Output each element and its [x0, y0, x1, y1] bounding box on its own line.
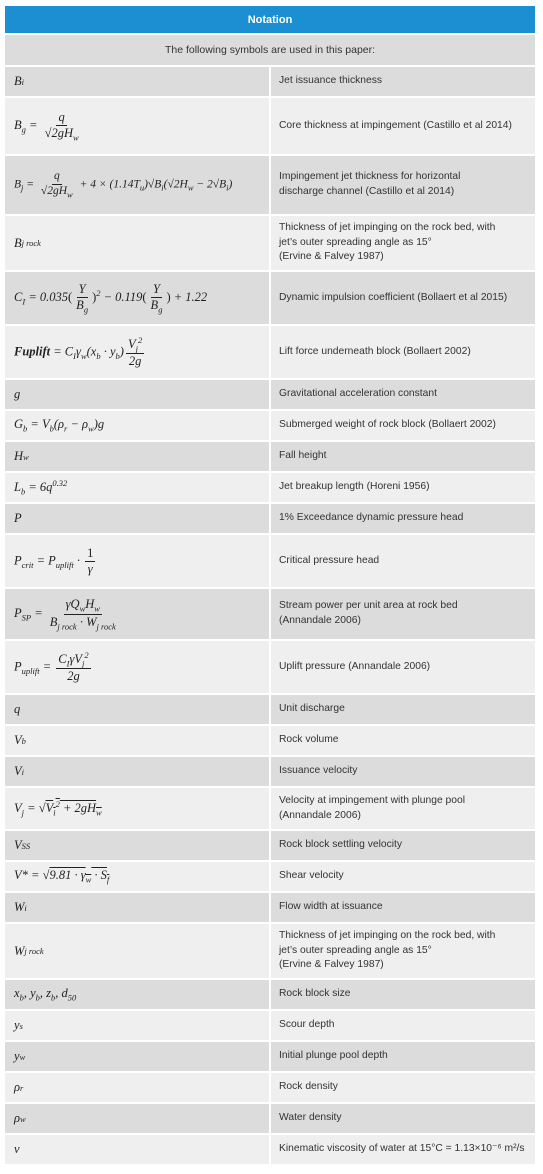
description-cell: Kinematic viscosity of water at 15°C = 1.13×10⁻⁶ m²/s: [271, 1135, 535, 1164]
table-row: [5, 589, 535, 639]
description-cell: 1% Exceedance dynamic pressure head: [271, 504, 535, 533]
symbol-cell: g: [5, 380, 269, 409]
table-row: [5, 726, 535, 755]
symbol-cell: Fuplift = $C_I\gamma_w(x_b \cdot y_b)$ $\frac{V_j^2}{2g}$: [5, 326, 269, 378]
description-cell: Shear velocity: [271, 862, 535, 891]
table-row: [5, 1011, 535, 1040]
table-row: [5, 757, 535, 786]
symbol-cell: V SS: [5, 831, 269, 860]
description-cell: Velocity at impingement with plunge pool (Annandale 2006): [271, 788, 535, 829]
symbol-cell: $V* = √9.81 \cdot \gamma_w \cdot S_f$: [5, 862, 269, 891]
description-cell: Jet issuance thickness: [271, 67, 535, 96]
table-row: [5, 442, 535, 471]
description-cell: Rock density: [271, 1073, 535, 1102]
table-row: [5, 1042, 535, 1071]
symbol-cell: $P_{crit} = P_{uplift}$ · $\frac{1}{\gamma}$: [5, 535, 269, 587]
description-cell: Dynamic impulsion coefficient (Bollaert et al 2015): [271, 272, 535, 324]
table-row: [5, 1073, 535, 1102]
table-row: [5, 831, 535, 860]
symbol-cell: q: [5, 695, 269, 724]
table-row: [5, 893, 535, 922]
table-row: [5, 504, 535, 533]
symbol-cell: V i: [5, 757, 269, 786]
description-cell: Uplift pressure (Annandale 2006): [271, 641, 535, 693]
description-cell: Water density: [271, 1104, 535, 1133]
symbol-cell: y w: [5, 1042, 269, 1071]
symbol-cell: B i: [5, 67, 269, 96]
description-cell: Scour depth: [271, 1011, 535, 1040]
table-row: [5, 98, 535, 154]
table-row: [5, 980, 535, 1009]
symbol-cell: V b: [5, 726, 269, 755]
table-row: [5, 1135, 535, 1164]
table-row: [5, 216, 535, 270]
symbol-cell: H w: [5, 442, 269, 471]
symbol-cell: ρ w: [5, 1104, 269, 1133]
table-row: [5, 924, 535, 978]
table-row: [5, 641, 535, 693]
description-cell: Critical pressure head: [271, 535, 535, 587]
description-cell: Flow width at issuance: [271, 893, 535, 922]
symbol-cell: B j rock: [5, 216, 269, 270]
description-cell: Unit discharge: [271, 695, 535, 724]
description-cell: Issuance velocity: [271, 757, 535, 786]
table-row: [5, 695, 535, 724]
table-title: Notation: [5, 6, 535, 33]
symbol-cell: $C_I = 0.035$( $\frac{Y}{B_g}$ )$^2$ − 0.119( $\frac{Y}{B_g}$ ) + 1.22: [5, 272, 269, 324]
table-row: [5, 1104, 535, 1133]
description-cell: Core thickness at impingement (Castillo et al 2014): [271, 98, 535, 154]
symbol-cell: ν: [5, 1135, 269, 1164]
description-cell: Thickness of jet impinging on the rock bed, with jet’s outer spreading angle as 15° (Ervine & Falvey 1987): [271, 924, 535, 978]
symbol-cell: P: [5, 504, 269, 533]
description-cell: Fall height: [271, 442, 535, 471]
description-cell: Lift force underneath block (Bollaert 2002): [271, 326, 535, 378]
description-cell: Impingement jet thickness for horizontal discharge channel (Castillo et al 2014): [271, 156, 535, 214]
symbol-cell: $B_j$ = $\frac{q}{√2gH_w}$ + $4 \times (1.14T_u)√B_i(√2H_w - 2√B_i)$: [5, 156, 269, 214]
description-cell: Stream power per unit area at rock bed (Annandale 2006): [271, 589, 535, 639]
notation-table: [5, 6, 535, 1164]
description-cell: Jet breakup length (Horeni 1956): [271, 473, 535, 502]
symbol-cell: $B_g$ = $\frac{q}{√2gH_w}$: [5, 98, 269, 154]
symbol-cell: ρ r: [5, 1073, 269, 1102]
table-row: [5, 473, 535, 502]
symbol-cell: $x_b$, $y_b$, $z_b$, $d_{50}$: [5, 980, 269, 1009]
table-intro: The following symbols are used in this paper:: [5, 35, 535, 65]
description-cell: Gravitational acceleration constant: [271, 380, 535, 409]
description-cell: Initial plunge pool depth: [271, 1042, 535, 1071]
table-row: [5, 272, 535, 324]
table-row: [5, 156, 535, 214]
symbol-cell: $G_b = V_b(\rho_r - \rho_w)g$: [5, 411, 269, 440]
symbol-cell: W j rock: [5, 924, 269, 978]
symbol-cell: $P_{uplift}$ = $\frac{C_I\gamma V_j^2}{2g}$: [5, 641, 269, 693]
description-cell: Thickness of jet impinging on the rock bed, with jet’s outer spreading angle as 15° (Ervine & Falvey 1987): [271, 216, 535, 270]
table-row: [5, 67, 535, 96]
symbol-cell: $V_j = √V_i^2 + 2gH_w$: [5, 788, 269, 829]
table-row: [5, 380, 535, 409]
table-row: [5, 862, 535, 891]
table-row: [5, 535, 535, 587]
symbol-cell: $P_{SP}$ = $\frac{\gamma Q_wH_w}{B_{j rock} \cdot W_{j rock}}$: [5, 589, 269, 639]
symbol-cell: y s: [5, 1011, 269, 1040]
table-row: [5, 326, 535, 378]
description-cell: Submerged weight of rock block (Bollaert 2002): [271, 411, 535, 440]
symbol-cell: $L_b = 6q^{0.32}$: [5, 473, 269, 502]
table-row: [5, 411, 535, 440]
description-cell: Rock block size: [271, 980, 535, 1009]
description-cell: Rock block settling velocity: [271, 831, 535, 860]
description-cell: Rock volume: [271, 726, 535, 755]
symbol-cell: W i: [5, 893, 269, 922]
table-row: [5, 788, 535, 829]
